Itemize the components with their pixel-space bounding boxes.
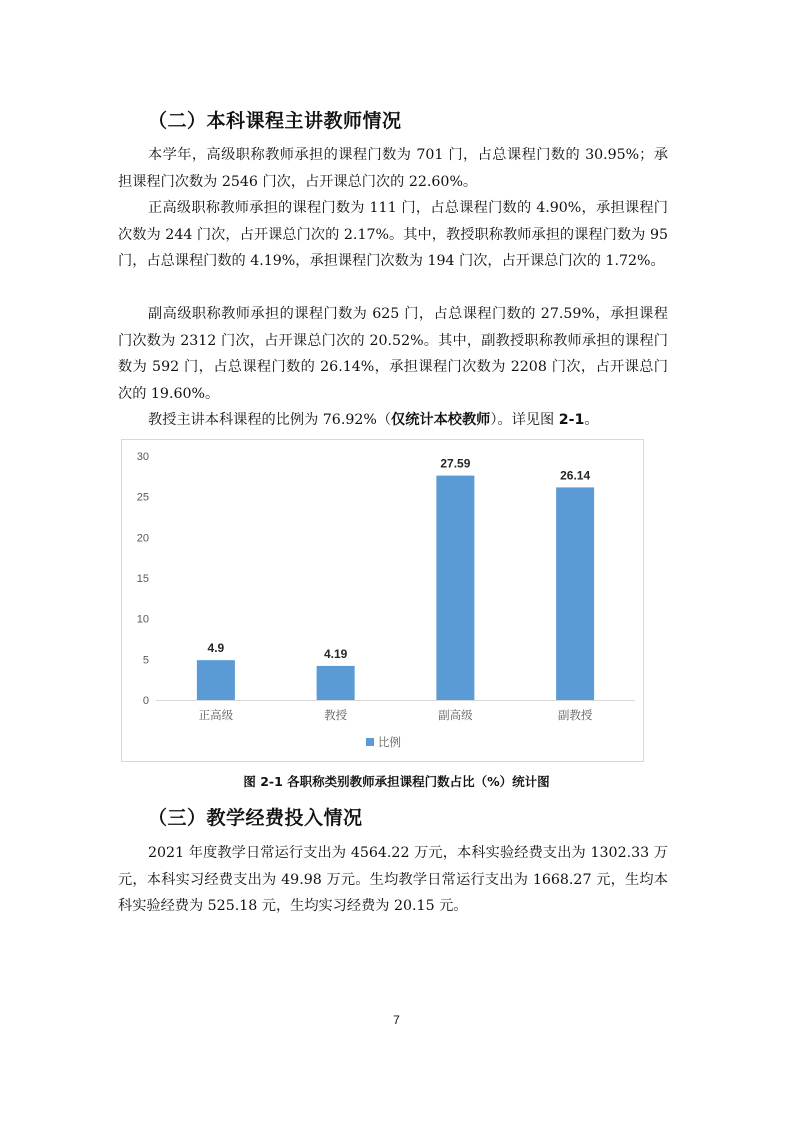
x-tick-label: 副高级 — [438, 708, 473, 722]
ratio-text: 教授主讲本科课程的比例为 76.92%（ — [148, 412, 392, 428]
ratio-note-bold: 仅统计本校教师 — [391, 412, 491, 428]
legend-swatch — [366, 738, 374, 746]
y-tick-label: 25 — [136, 491, 149, 504]
section-heading-funding: （三）教学经费投入情况 — [148, 807, 363, 829]
page-number: 7 — [393, 1013, 400, 1027]
bar — [436, 476, 474, 700]
paragraph-associate-senior: 副高级职称教师承担的课程门数为 625 门，占总课程门数的 27.59%，承担课程门次数为 2312 门次，占开课总门次的 20.52%。其中，副教授职称教师承担的课程门数为 592 门，占总课程门数的 26.14%，承担课程门次数为 2208 门次，占开课总门次的 19.60%。 — [118, 306, 668, 402]
y-tick-label: 0 — [142, 695, 149, 707]
y-tick-label: 10 — [136, 613, 149, 626]
ratio-text-end: 。 — [584, 412, 599, 428]
x-tick-label: 教授 — [324, 708, 348, 722]
y-tick-label: 5 — [142, 654, 149, 667]
bar-chart-svg — [122, 440, 645, 763]
data-label: 4.9 — [207, 641, 225, 656]
paragraph-full-senior: 正高级职称教师承担的课程门数为 111 门，占总课程门数的 4.90%，承担课程门次数为 244 门次，占开课总门次的 2.17%。其中，教授职称教师承担的课程门数为 95 门，占总课程门数的 4.19%，承担课程门次数为 194 门次，占开课总门次的 1.72%。 — [118, 200, 668, 270]
y-tick-label: 30 — [136, 451, 149, 463]
section-heading-teachers: （二）本科课程主讲教师情况 — [148, 110, 402, 132]
y-tick-label: 20 — [136, 532, 149, 545]
paragraph-senior-staff: 本学年，高级职称教师承担的课程门数为 701 门，占总课程门数的 30.95%；承担课程门次数为 2546 门次，占开课总门次的 22.60%。 — [118, 147, 668, 190]
y-tick-label: 15 — [136, 573, 149, 585]
data-label: 26.14 — [560, 468, 591, 483]
paragraph-funding: 2021 年度教学日常运行支出为 4564.22 万元，本科实验经费支出为 1302.33 万元，本科实习经费支出为 49.98 万元。生均教学日常运行支出为 1668.27 元，生均本科实验经费为 525.18 元，生均实习经费为 20.15 元。 — [118, 845, 668, 915]
ratio-text-ref: ）。详见图 — [490, 412, 559, 428]
x-tick-label: 正高级 — [198, 708, 234, 722]
figure-ref: 2-1 — [558, 412, 585, 428]
x-tick-label: 副教授 — [557, 708, 593, 722]
data-label: 4.19 — [323, 646, 348, 661]
data-label: 27.59 — [440, 456, 471, 471]
bar-chart — [121, 439, 644, 762]
bar — [556, 487, 594, 700]
bar — [197, 660, 235, 700]
bar — [317, 666, 355, 700]
paragraph-professor-ratio — [118, 407, 668, 434]
figure-caption: 图 2-1 各职称类别教师承担课程门数占比（%）统计图 — [243, 774, 550, 789]
legend-label: 比例 — [378, 735, 401, 749]
